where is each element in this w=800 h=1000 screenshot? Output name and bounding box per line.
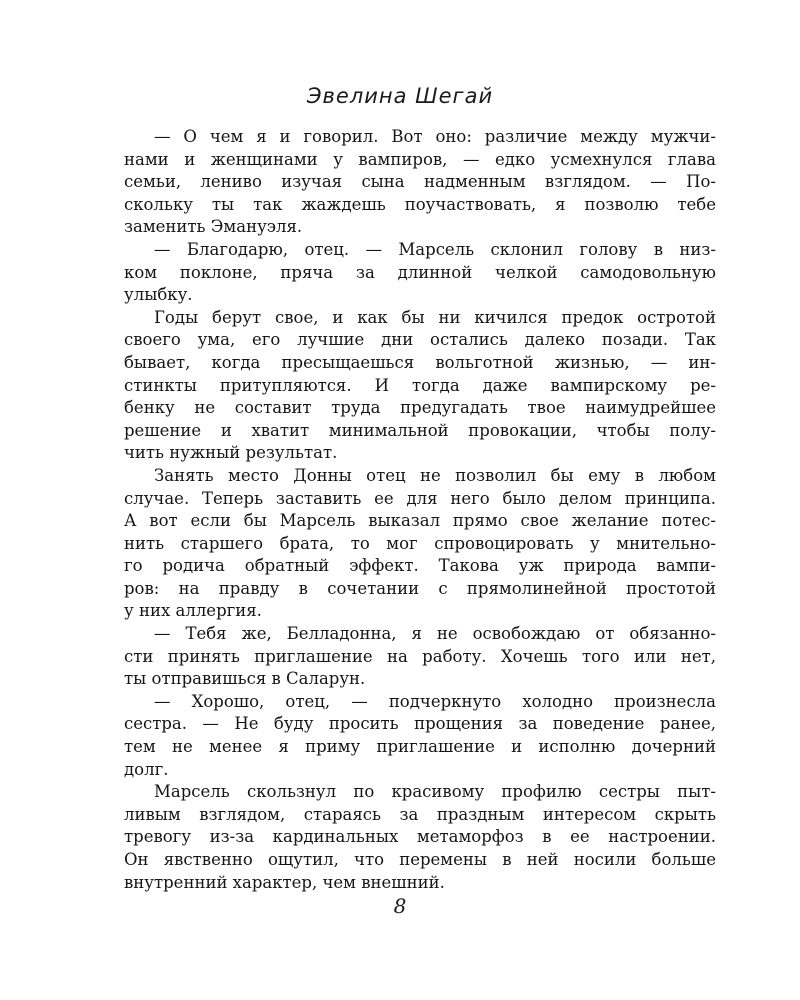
body-text [124, 126, 716, 894]
page-number: 8 [393, 894, 407, 918]
text-line: ты отправишься в Саларун. [124, 669, 366, 689]
text-line: улыбку. [124, 285, 193, 305]
paragraph [124, 126, 716, 239]
paragraph [124, 623, 716, 691]
text-line: чить нужный результат. [124, 443, 338, 463]
text-line: бывает, когда пресыщаешься вольготной жизнью, — ин- [124, 352, 716, 372]
text-line: стинкты притупляются. И тогда даже вампирскому ре- [124, 375, 716, 395]
text-line: своего ума, его лучшие дни остались далеко позади. Так [124, 330, 716, 350]
text-line: го родича обратный эффект. Такова уж природа вампи- [124, 556, 716, 576]
text-line: долг. [124, 759, 169, 779]
text-line: тревогу из-за кардинальных метаморфоз в ее настроении. [124, 827, 716, 847]
text-line: ливым взглядом, стараясь за праздным интересом скрыть [124, 804, 716, 824]
text-line: бенку не составит труда предугадать твое наимудрейшее [124, 398, 716, 418]
text-line: ров: на правду в сочетании с прямолинейной простотой [124, 578, 716, 598]
text-line: — Благодарю, отец. — Марсель склонил голову в низ- [154, 239, 716, 259]
text-line: Годы берут свое, и как бы ни кичился предок остротой [154, 307, 716, 327]
paragraph [124, 691, 716, 781]
paragraph [124, 239, 716, 307]
text-line: Он явственно ощутил, что перемены в ней носили больше [124, 850, 716, 869]
text-line: внутренний характер, чем внешний. [124, 872, 445, 892]
paragraph [124, 465, 716, 623]
text-line: случае. Теперь заставить ее для него было делом принципа. [124, 488, 716, 508]
text-line: ком поклоне, пряча за длинной челкой самодовольную [124, 262, 716, 282]
text-line: решение и хватит минимальной провокации, чтобы полу- [124, 420, 716, 440]
text-line: Занять место Донны отец не позволил бы ему в любом [154, 465, 716, 485]
text-line: скольку ты так жаждешь поучаствовать, я позволю тебе [124, 194, 716, 214]
text-line: заменить Эмануэля. [124, 217, 303, 237]
text-line: — Тебя же, Белладонна, я не освобождаю от обязанно- [154, 624, 716, 644]
text-line: у них аллергия. [124, 601, 262, 621]
text-line: — О чем я и говорил. Вот оно: различие между мужчи- [154, 127, 716, 146]
text-line: семьи, лениво изучая сына надменным взглядом. — По- [124, 172, 716, 192]
text-line: нить старшего брата, то мог спровоцировать у мнительно- [124, 533, 716, 553]
text-line: А вот если бы Марсель выказал прямо свое желание потес- [124, 511, 716, 531]
text-line: тем не менее я приму приглашение и исполню дочерний [124, 737, 716, 757]
paragraph [124, 781, 716, 894]
text-line: сестра. — Не буду просить прощения за поведение ранее, [124, 714, 716, 734]
running-head-author: Эвелина Шегай [306, 84, 494, 108]
paragraph [124, 307, 716, 465]
text-line: Марсель скользнул по красивому профилю сестры пыт- [154, 782, 716, 802]
text-line: сти принять приглашение на работу. Хочешь того или нет, [124, 646, 716, 666]
text-line: — Хорошо, отец, — подчеркнуто холодно произнесла [154, 691, 716, 711]
text-line: нами и женщинами у вампиров, — едко усмехнулся глава [124, 149, 716, 169]
